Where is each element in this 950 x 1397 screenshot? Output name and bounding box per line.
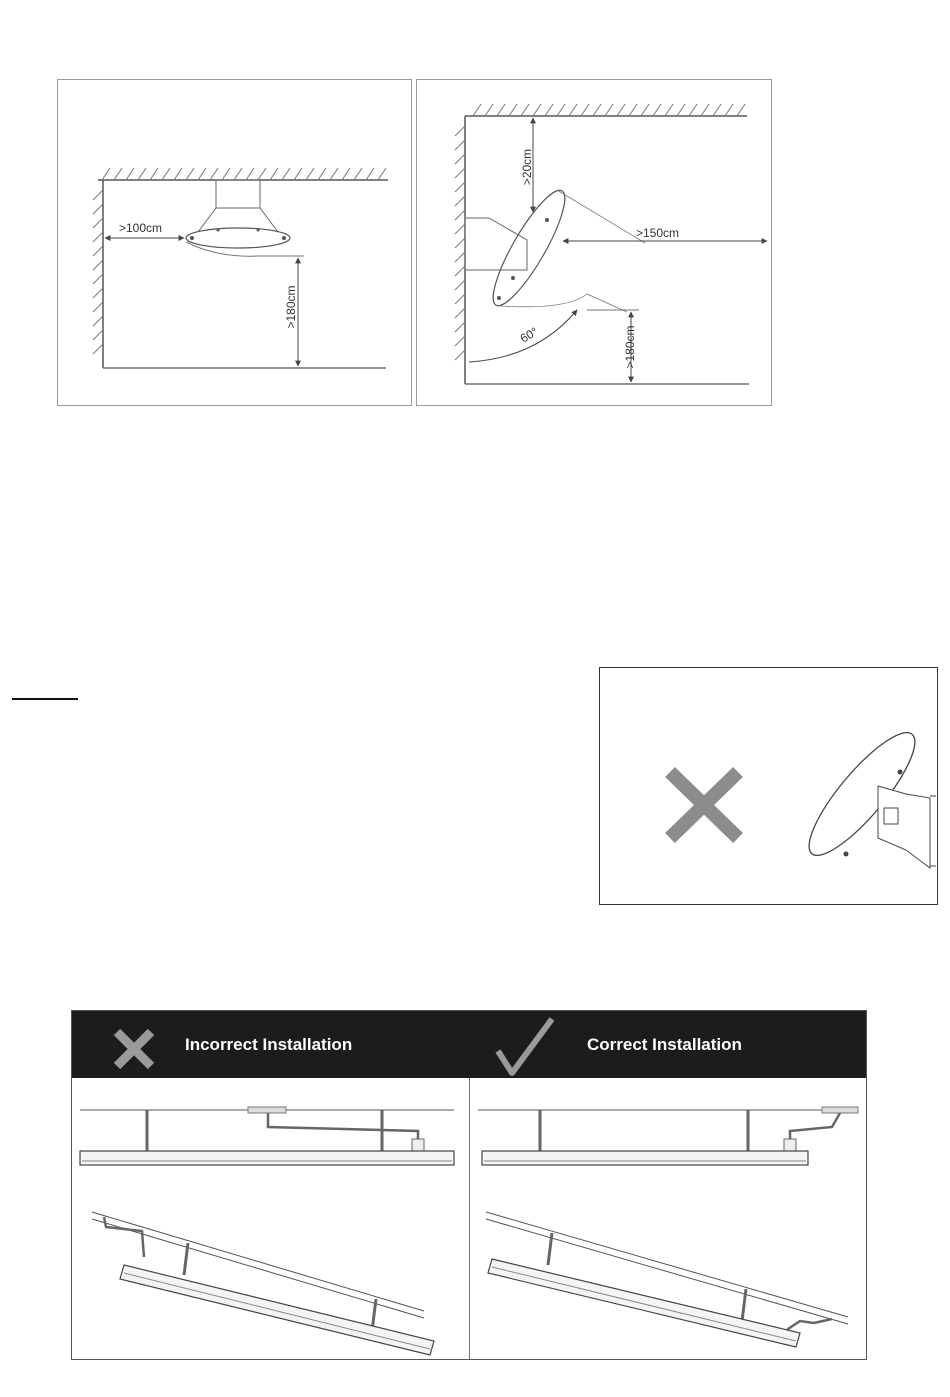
- ceiling-gap-label: >20cm: [520, 148, 534, 186]
- wall-mount-diagram: [416, 79, 772, 406]
- floor-height-label: >180cm: [623, 325, 637, 369]
- cross-icon: [112, 1027, 156, 1071]
- incorrect-installation-label: Incorrect Installation: [185, 1035, 353, 1054]
- tilt-angle-label: 60°: [517, 324, 541, 346]
- installation-comparison: [71, 1010, 867, 1360]
- section-heading-underline: [12, 698, 78, 700]
- cross-icon: [670, 772, 738, 838]
- check-icon: [494, 1015, 556, 1077]
- floor-height-label: >180cm: [284, 285, 298, 329]
- correct-installation-drawing: [470, 1079, 866, 1357]
- ceiling-mount-diagram: [57, 79, 412, 406]
- correct-installation-label: Correct Installation: [587, 1035, 742, 1054]
- front-distance-label: >150cm: [636, 226, 680, 240]
- incorrect-orientation-figure: [599, 667, 938, 905]
- incorrect-installation-drawing: [72, 1079, 468, 1357]
- wall-distance-label: >100cm: [119, 221, 163, 235]
